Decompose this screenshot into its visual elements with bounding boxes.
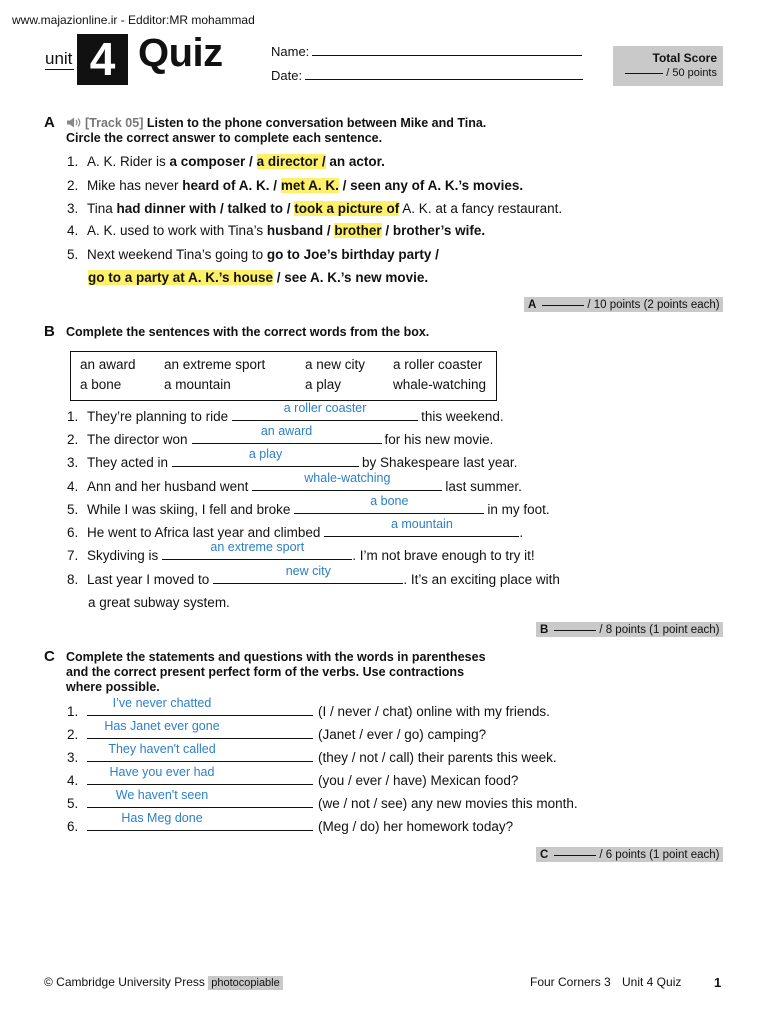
unit-underline bbox=[45, 69, 74, 70]
date-label: Date: bbox=[271, 68, 303, 83]
item-number: 6. bbox=[67, 819, 79, 834]
handwritten-answer: Has Janet ever gone bbox=[104, 719, 220, 733]
total-score-points: / 50 points bbox=[625, 67, 717, 79]
section-a-letter: A bbox=[44, 114, 55, 131]
sentence-start: Ann and her husband went bbox=[87, 479, 249, 494]
sentence-item bbox=[67, 177, 523, 195]
sentence-end: . bbox=[519, 525, 524, 540]
sentence-start: Last year I moved to bbox=[87, 572, 210, 587]
item-number: 7. bbox=[67, 548, 79, 563]
section-c-letter: C bbox=[44, 648, 55, 665]
answer-option-text[interactable]: / brother’s wife. bbox=[381, 223, 486, 238]
item-number: 4. bbox=[67, 223, 79, 238]
sentence-start: They’re planning to ride bbox=[87, 409, 229, 424]
date-field[interactable] bbox=[305, 79, 583, 80]
circled-answer[interactable]: took a picture of bbox=[294, 201, 400, 216]
sentence-end: (they / not / call) their parents this week. bbox=[318, 750, 557, 765]
section-a-score: A / 10 points (2 points each) bbox=[524, 297, 723, 312]
item-number: 3. bbox=[67, 455, 79, 470]
unit-label: unit bbox=[45, 49, 73, 68]
sentence-end: (I / never / chat) online with my friends. bbox=[318, 704, 550, 719]
sentence-start: They acted in bbox=[87, 455, 169, 470]
handwritten-answer: a play bbox=[248, 447, 283, 461]
item-number: 5. bbox=[67, 502, 79, 517]
item-number: 3. bbox=[67, 201, 79, 216]
sentence-start: Skydiving is bbox=[87, 548, 159, 563]
answer-option-text: Tina bbox=[87, 201, 117, 216]
answer-blank[interactable] bbox=[162, 540, 352, 560]
answer-blank[interactable] bbox=[213, 564, 403, 584]
section-c-instructions: Complete the statements and questions with the words in parentheses and the correct present perfect form of the verbs. Use contractions where possible. bbox=[66, 650, 486, 694]
word-box-item: a play bbox=[305, 377, 342, 392]
sentence-start: The director won bbox=[87, 432, 188, 447]
word-box-item: a bone bbox=[80, 377, 122, 392]
sentence-end: . I’m not brave enough to try it! bbox=[352, 548, 535, 563]
fill-in-item bbox=[67, 811, 514, 836]
total-score-box bbox=[613, 46, 723, 86]
item-8-continuation: a great subway system. bbox=[88, 595, 230, 610]
sentence-end: last summer. bbox=[445, 479, 522, 494]
item-number: 5. bbox=[67, 247, 79, 262]
section-b-score: B / 8 points (1 point each) bbox=[536, 622, 723, 637]
answer-blank[interactable] bbox=[87, 811, 313, 831]
answer-blank[interactable] bbox=[232, 401, 418, 421]
item-number: 2. bbox=[67, 727, 79, 742]
site-credit: www.majazionline.ir - Edditor:MR mohammad bbox=[12, 13, 255, 27]
answer-blank[interactable] bbox=[87, 765, 313, 785]
handwritten-answer: a mountain bbox=[390, 517, 453, 531]
answer-option-text: Next weekend Tina’s going to bbox=[87, 247, 267, 262]
item-number: 2. bbox=[67, 432, 79, 447]
answer-option-text[interactable]: a composer / bbox=[169, 154, 257, 169]
item-number: 4. bbox=[67, 773, 79, 788]
word-box-item: whale-watching bbox=[393, 377, 487, 392]
sentence-item bbox=[67, 153, 385, 171]
answer-option-text: A. K. Rider is bbox=[87, 154, 170, 169]
quiz-title: Quiz bbox=[138, 31, 223, 75]
answer-option-text: Mike has never bbox=[87, 178, 183, 193]
speaker-icon[interactable] bbox=[66, 117, 82, 128]
handwritten-answer: whale-watching bbox=[304, 471, 391, 485]
footer-book-title: Four Corners 3 bbox=[530, 975, 611, 989]
answer-option-text[interactable]: / see A. K.’s new movie. bbox=[273, 270, 429, 285]
sentence-end: by Shakespeare last year. bbox=[362, 455, 518, 470]
section-b-instructions: Complete the sentences with the correct words from the box. bbox=[66, 325, 430, 339]
sentence-end: (Janet / ever / go) camping? bbox=[318, 727, 487, 742]
answer-option-text[interactable]: had dinner with / talked to / bbox=[116, 201, 295, 216]
handwritten-answer: a bone bbox=[370, 494, 409, 508]
item-number: 1. bbox=[67, 409, 79, 424]
handwritten-answer: We haven't seen bbox=[115, 788, 209, 802]
sentence-end: (we / not / see) any new movies this month. bbox=[318, 796, 578, 811]
answer-option-text[interactable]: / seen any of A. K.’s movies. bbox=[338, 178, 524, 193]
word-box-item: an extreme sport bbox=[164, 357, 266, 372]
sentence-end: . It’s an exciting place with bbox=[403, 572, 560, 587]
circled-answer[interactable]: go to a party at A. K.’s house bbox=[88, 270, 274, 285]
answer-blank[interactable] bbox=[87, 696, 313, 716]
track-number: [Track 05] bbox=[85, 116, 144, 130]
sentence-end: (you / ever / have) Mexican food? bbox=[318, 773, 519, 788]
answer-option-text[interactable]: heard of A. K. / bbox=[182, 178, 281, 193]
word-box-item: a mountain bbox=[164, 377, 231, 392]
sentence-end: (Meg / do) her homework today? bbox=[318, 819, 514, 834]
sentence-start: He went to Africa last year and climbed bbox=[87, 525, 321, 540]
section-c-score: C / 6 points (1 point each) bbox=[536, 847, 723, 862]
answer-blank[interactable] bbox=[172, 447, 359, 467]
handwritten-answer: an award bbox=[260, 424, 313, 438]
sentence-item bbox=[67, 200, 562, 218]
sentence-item bbox=[67, 269, 428, 287]
item-number: 1. bbox=[67, 154, 79, 169]
footer-quiz-title: Unit 4 Quiz bbox=[622, 975, 682, 989]
answer-option-text[interactable]: go to Joe’s birthday party / bbox=[266, 247, 439, 262]
item-number: 6. bbox=[67, 525, 79, 540]
item-number: 4. bbox=[67, 479, 79, 494]
item-number: 5. bbox=[67, 796, 79, 811]
handwritten-answer: a roller coaster bbox=[283, 401, 367, 415]
word-box-item: a roller coaster bbox=[393, 357, 483, 372]
unit-number-badge: 4 bbox=[77, 34, 128, 85]
answer-blank[interactable] bbox=[192, 424, 382, 444]
sentence-end: in my foot. bbox=[487, 502, 550, 517]
item-number: 3. bbox=[67, 750, 79, 765]
circled-answer[interactable]: met A. K. bbox=[280, 178, 339, 193]
page-number: 1 bbox=[714, 975, 722, 990]
handwritten-answer: new city bbox=[285, 564, 331, 578]
fill-in-item bbox=[67, 564, 560, 589]
item-number: 2. bbox=[67, 178, 79, 193]
word-box bbox=[70, 351, 497, 401]
footer-copyright: © Cambridge University Press photocopiable bbox=[44, 975, 283, 989]
photocopiable-badge: photocopiable bbox=[208, 976, 283, 990]
item-number: 8. bbox=[67, 572, 79, 587]
circled-answer[interactable]: a director / bbox=[256, 154, 326, 169]
answer-option-text: A. K. used to work with Tina’s bbox=[87, 223, 267, 238]
answer-option-text: A. K. at a fancy restaurant. bbox=[399, 201, 563, 216]
answer-blank[interactable] bbox=[294, 494, 484, 514]
circled-answer[interactable]: brother bbox=[334, 223, 382, 238]
section-a-instructions: [Track 05] Listen to the phone conversation between Mike and Tina. Circle the correct answer to complete each sentence. bbox=[66, 116, 487, 145]
handwritten-answer: Has Meg done bbox=[121, 811, 203, 825]
handwritten-answer: Have you ever had bbox=[109, 765, 215, 779]
answer-option-text[interactable]: husband / bbox=[266, 223, 335, 238]
section-b-letter: B bbox=[44, 323, 55, 340]
answer-option-text[interactable]: an actor. bbox=[325, 154, 385, 169]
sentence-start: While I was skiing, I fell and broke bbox=[87, 502, 291, 517]
handwritten-answer: I’ve never chatted bbox=[112, 696, 212, 710]
item-number: 1. bbox=[67, 704, 79, 719]
sentence-end: this weekend. bbox=[421, 409, 504, 424]
handwritten-answer: They haven't called bbox=[108, 742, 216, 756]
sentence-item bbox=[67, 222, 485, 240]
total-score-title: Total Score bbox=[652, 51, 717, 65]
word-box-item: an award bbox=[80, 357, 136, 372]
answer-blank[interactable] bbox=[87, 788, 313, 808]
sentence-item bbox=[67, 246, 439, 264]
answer-blank[interactable] bbox=[87, 742, 313, 762]
answer-blank[interactable] bbox=[87, 719, 313, 739]
handwritten-answer: an extreme sport bbox=[210, 540, 305, 554]
answer-blank[interactable] bbox=[324, 517, 519, 537]
name-field[interactable] bbox=[312, 55, 582, 56]
sentence-end: for his new movie. bbox=[384, 432, 494, 447]
answer-blank[interactable] bbox=[252, 471, 442, 491]
name-label: Name: bbox=[271, 44, 310, 59]
word-box-item: a new city bbox=[305, 357, 366, 372]
